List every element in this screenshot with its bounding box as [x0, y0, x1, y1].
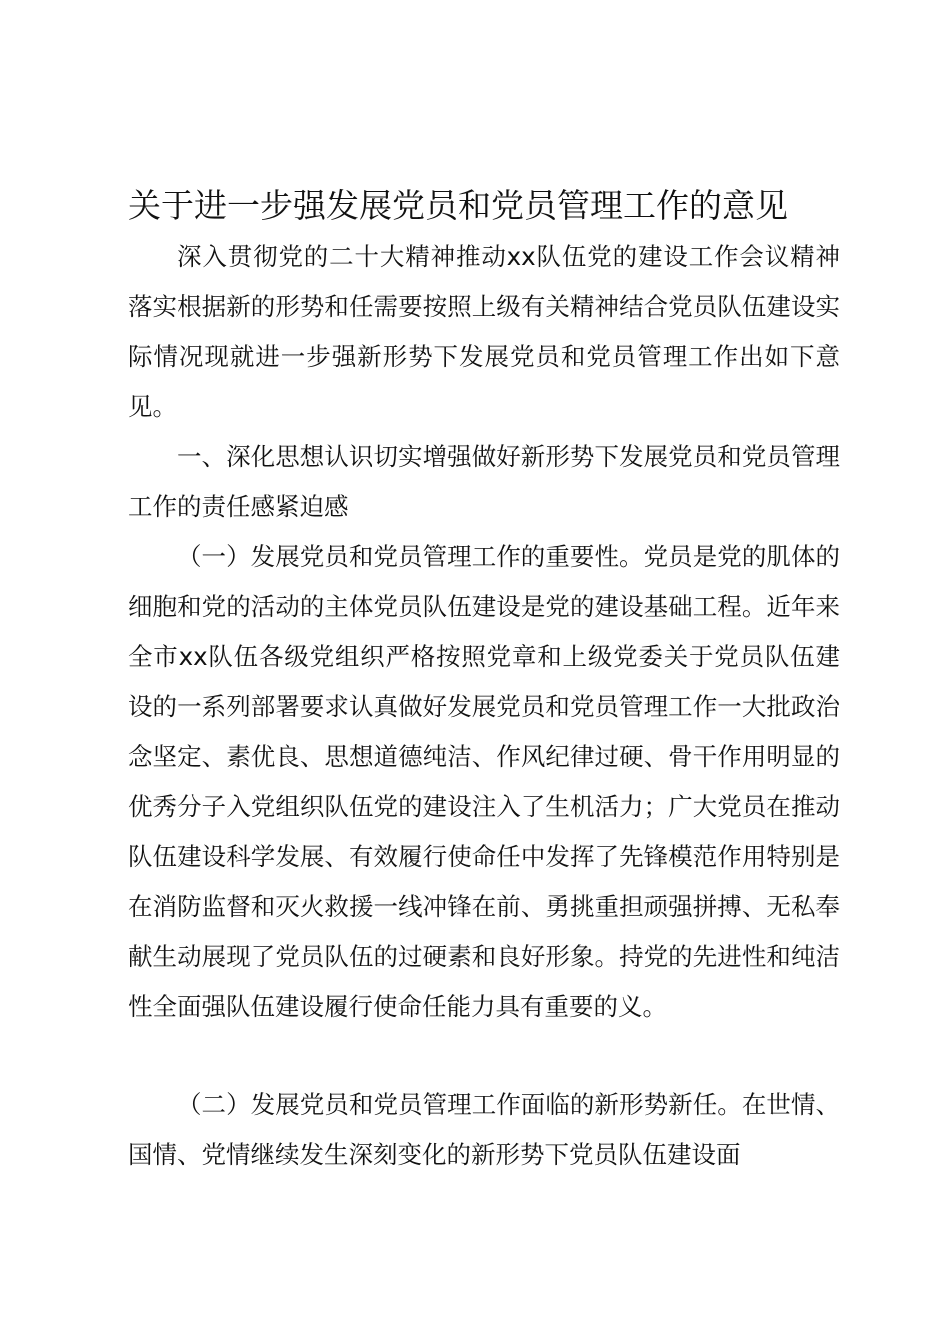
- section-heading-1: 一、深化思想认识切实增强做好新形势下发展党员和党员管理工作的责任感紧迫感: [128, 442, 840, 521]
- intro-paragraph: 深入贯彻党的二十大精神推动xx队伍党的建设工作会议精神落实根据新的形势和任需要按照上级有关精神结合党员队伍建设实际情况现就进一步强新形势下发展党员和党员管理工作出如下意见。: [128, 242, 840, 421]
- subsection-paragraph-1: （一）发展党员和党员管理工作的重要性。党员是党的肌体的细胞和党的活动的主体党员队伍建设是党的建设基础工程。近年来全市xx队伍各级党组织严格按照党章和上级党委关于党员队伍建设的一系列部署要求认真做好发展党员和党员管理工作一大批政治念坚定、素优良、思想道德纯洁、作风纪律过硬、骨干作用明显的优秀分子入党组织队伍党的建设注入了生机活力；广大党员在推动队伍建设科学发展、有效履行使命任中发挥了先锋模范作用特别是在消防监督和灭火救援一线冲锋在前、勇挑重担顽强拼搏、无私奉献生动展现了党员队伍的过硬素和良好形象。持党的先进性和纯洁性全面强队伍建设履行使命任能力具有重要的义。: [128, 542, 840, 1021]
- document-title: 关于进一步强发展党员和党员管理工作的意见: [128, 186, 788, 225]
- subsection-paragraph-2: （二）发展党员和党员管理工作面临的新形势新任。在世情、国情、党情继续发生深刻变化的新形势下党员队伍建设面: [128, 1090, 840, 1169]
